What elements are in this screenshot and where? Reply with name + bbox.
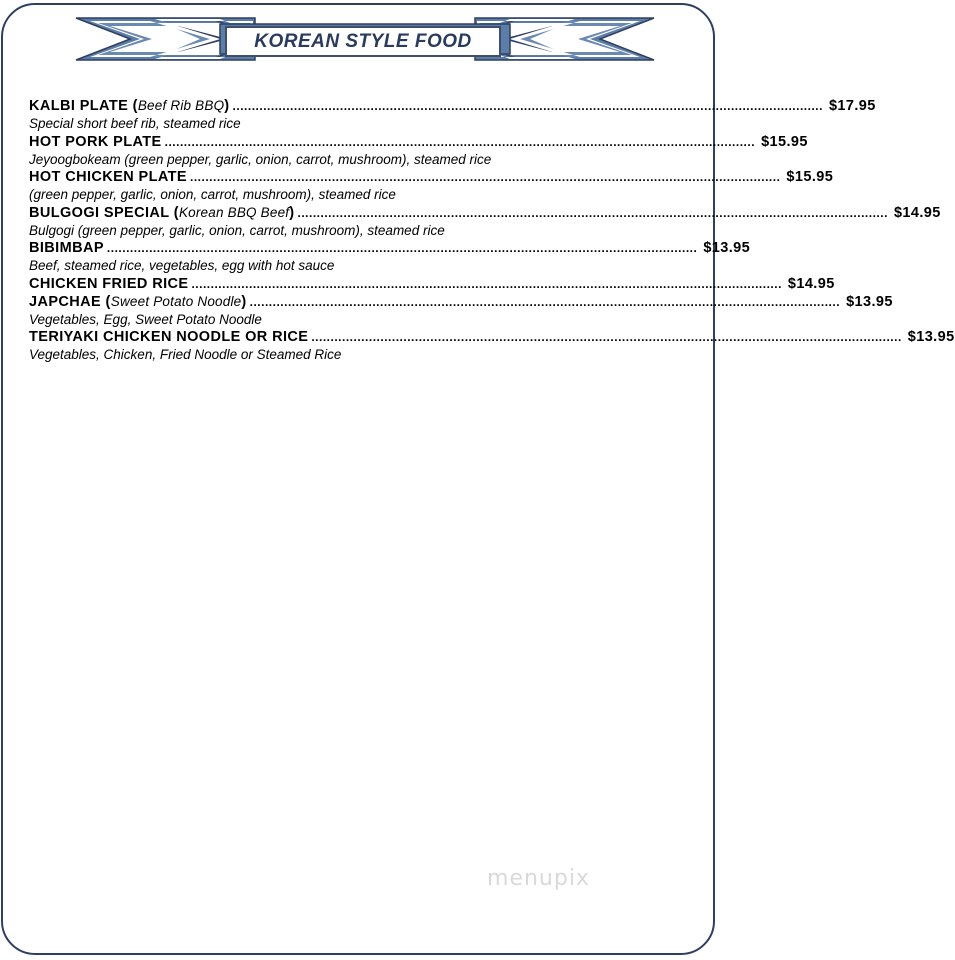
item-price: $13.95 — [703, 240, 751, 256]
dot-leader: .......................................................................................................................................................... — [249, 294, 841, 309]
item-name: BULGOGI SPECIAL (Korean BBQ Beef) — [29, 204, 295, 221]
menu-item — [29, 204, 941, 240]
menu-item — [29, 239, 751, 275]
dot-leader: .......................................................................................................................................................... — [164, 134, 756, 149]
menu-item — [29, 97, 876, 133]
item-name: JAPCHAE (Sweet Potato Noodle) — [29, 293, 247, 310]
item-description: Jeyoogbokeam (green pepper, garlic, onion, carrot, mushroom), steamed rice — [29, 151, 492, 167]
item-price: $14.95 — [787, 275, 835, 292]
dot-leader: .......................................................................................................................................................... — [189, 170, 781, 184]
dot-leader: .......................................................................................................................................................... — [297, 205, 888, 220]
menu-item — [29, 275, 835, 293]
item-name: HOT CHICKEN PLATE — [29, 169, 187, 185]
menu-item — [29, 293, 893, 329]
menu-item — [29, 168, 834, 204]
menu-list — [29, 97, 955, 364]
item-price: $13.95 — [907, 329, 955, 345]
item-price: $17.95 — [828, 98, 876, 114]
menu-item — [29, 328, 955, 364]
dot-leader: .......................................................................................................................................................... — [106, 241, 698, 255]
item-description: Bulgogi (green pepper, garlic, onion, carrot, mushroom), steamed rice — [29, 222, 445, 238]
item-price: $13.95 — [846, 293, 893, 310]
menu-item — [29, 133, 808, 169]
dot-leader: .......................................................................................................................................................... — [311, 330, 902, 344]
item-name: KALBI PLATE (Beef Rib BBQ) — [29, 98, 230, 114]
dot-leader: .......................................................................................................................................................... — [232, 99, 823, 113]
item-description: (green pepper, garlic, onion, carrot, mushroom), steamed rice — [29, 187, 396, 202]
watermark-logo: menupix — [487, 866, 590, 891]
item-price: $15.95 — [761, 133, 808, 150]
item-price: $15.95 — [786, 169, 834, 185]
item-description: Beef, steamed rice, vegetables, egg with hot sauce — [29, 258, 335, 273]
dot-leader: .......................................................................................................................................................... — [191, 276, 782, 291]
item-description: Special short beef rib, steamed rice — [29, 116, 241, 131]
menu-title-box — [225, 26, 501, 57]
menu-title: KOREAN STYLE FOOD — [254, 30, 472, 52]
item-name: TERIYAKI CHICKEN NOODLE OR RICE — [29, 329, 309, 345]
item-name: BIBIMBAP — [29, 240, 104, 256]
item-name: CHICKEN FRIED RICE — [29, 275, 189, 292]
item-name: HOT PORK PLATE — [29, 133, 162, 150]
item-description: Vegetables, Egg, Sweet Potato Noodle — [29, 311, 262, 327]
item-price: $14.95 — [893, 204, 941, 221]
item-description: Vegetables, Chicken, Fried Noodle or Steamed Rice — [29, 347, 342, 362]
